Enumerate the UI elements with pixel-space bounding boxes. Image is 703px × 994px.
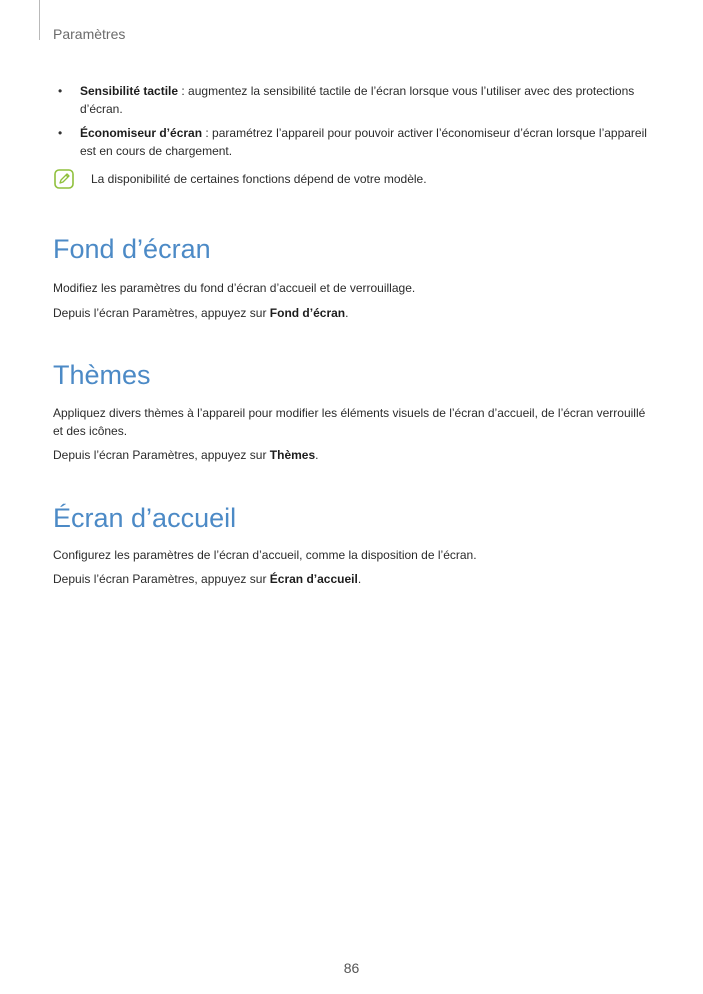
section-heading-fond-ecran: Fond d’écran	[53, 234, 211, 264]
note-box	[54, 169, 654, 191]
instruction-suffix: .	[357, 572, 362, 586]
paragraph-instruction	[53, 446, 653, 464]
bullet-dot-icon: •	[58, 126, 63, 140]
bullet-sensibilite-tactile	[58, 82, 658, 118]
settings-bullet-list	[58, 82, 658, 166]
paragraph: Configurez les paramètres de l’écran d’accueil, comme la disposition de l’écran.	[53, 548, 477, 562]
paragraph: Modifiez les paramètres du fond d’écran d’accueil et de verrouillage.	[53, 281, 416, 295]
instruction-prefix: Depuis l’écran Paramètres, appuyez sur	[53, 572, 270, 586]
paragraph: Appliquez divers thèmes à l’appareil pour modifier les éléments visuels de l’écran d’accueil, de l’écran verrouillé et des icônes.	[53, 406, 646, 438]
instruction-prefix: Depuis l’écran Paramètres, appuyez sur	[53, 306, 270, 320]
instruction-suffix: .	[345, 306, 349, 320]
bullet-economiseur-ecran	[58, 124, 658, 160]
instruction-suffix: .	[315, 448, 319, 462]
instruction-target: Thèmes	[269, 448, 316, 462]
header-title: Paramètres	[53, 26, 126, 42]
bullet-term: Sensibilité tactile	[80, 84, 179, 98]
instruction-target: Écran d’accueil	[269, 572, 358, 586]
section-heading-themes: Thèmes	[53, 360, 151, 390]
page-number: 86	[343, 960, 360, 976]
paragraph-instruction	[53, 570, 653, 588]
note-pencil-icon	[54, 169, 74, 189]
bullet-description: : augmentez la sensibilité tactile de l’écran lorsque vous l’utiliser avec des protections d’écran.	[80, 84, 635, 116]
instruction-prefix: Depuis l’écran Paramètres, appuyez sur	[53, 448, 270, 462]
note-text: La disponibilité de certaines fonctions dépend de votre modèle.	[91, 172, 427, 186]
header-divider	[39, 0, 40, 40]
section-heading-ecran-accueil: Écran d’accueil	[53, 503, 237, 533]
paragraph-instruction	[53, 304, 653, 322]
instruction-target: Fond d’écran	[269, 306, 346, 320]
bullet-dot-icon: •	[58, 84, 63, 98]
bullet-description: : paramétrez l’appareil pour pouvoir activer l’économiseur d’écran lorsque l’appareil est en cours de chargement.	[80, 126, 647, 158]
bullet-term: Économiseur d’écran	[80, 126, 203, 140]
